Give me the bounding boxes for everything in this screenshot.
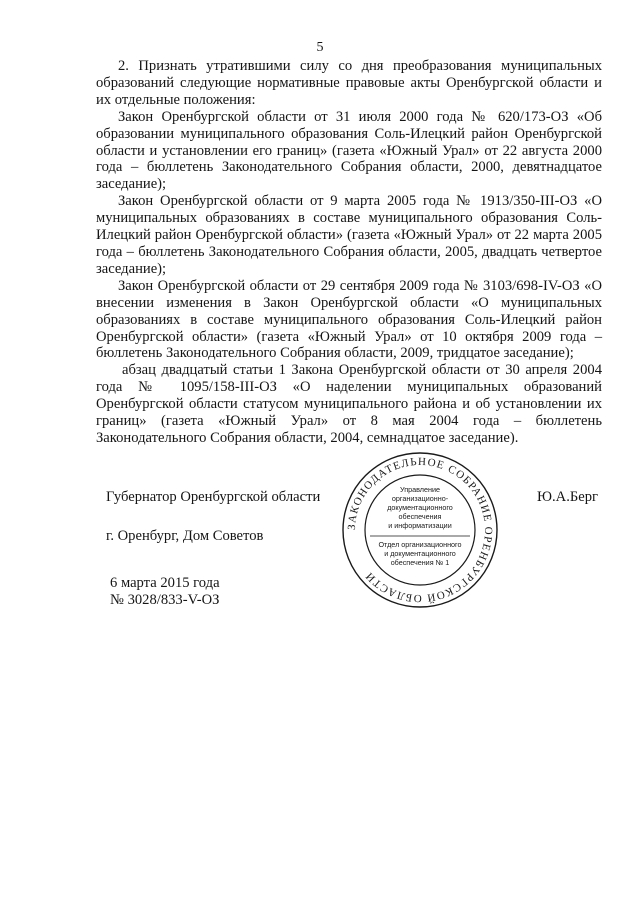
paragraph-item-2: 2. Признать утратившими силу со дня преобразования муниципальных образований следующие нормативные правовые акты Оренбургской области и их отдельные положения: <box>96 58 602 108</box>
law-number: № 3028/833-V-ОЗ <box>110 592 220 608</box>
paragraph-law-2005: Закон Оренбургской области от 9 марта 2005 года № 1913/350-III-ОЗ «О муниципальных образованиях в составе муниципального образования Соль-Илецкий район Оренбургской области» (газета «Южный Урал» от 22 марта 2005 года – бюллетень Законодательного Собрания области, 2005, двадцать четвертое заседание); <box>96 193 602 277</box>
seal-inner-line: организационно- <box>391 494 449 503</box>
seal-inner-line: Управление <box>400 485 440 494</box>
paragraph-law-2004: абзац двадцатый статьи 1 Закона Оренбургской области от 30 апреля 2004 года № 1095/158-III-ОЗ «О наделении муниципальных образований Оренбургской области статусом муниципального района и об установлении их границ» (газета «Южный Урал» от 8 мая 2004 года – бюллетень Законодательного Собрания области, 2004, семнадцатое заседание). <box>96 362 602 446</box>
signing-place: г. Оренбург, Дом Советов <box>106 528 264 544</box>
seal-inner-line: Отдел организационного <box>378 540 462 549</box>
signatory-title: Губернатор Оренбургской области <box>106 489 321 505</box>
seal-inner-line: и информатизации <box>388 521 452 530</box>
paragraph-law-2009: Закон Оренбургской области от 29 сентября 2009 года № 3103/698-IV-ОЗ «О внесении изменения в Закон Оренбургской области «О муниципальных образованиях в составе муниципального образования Соль-Илецкий район Оренбургской области» (газета «Южный Урал» от 10 октября 2009 года – бюллетень Законодательного Собрания области, 2009, тридцатое заседание); <box>96 277 602 362</box>
signing-date: 6 марта 2015 года <box>110 575 220 591</box>
seal-ring-text: ЗАКОНОДАТЕЛЬНОЕ СОБРАНИЕ ОРЕНБУРГСКОЙ ОБЛАСТИ <box>345 455 495 605</box>
svg-text:ЗАКОНОДАТЕЛЬНОЕ СОБРАНИЕ ОРЕНБ <box>346 456 494 604</box>
document-body <box>96 58 602 447</box>
seal-inner-line: документационного <box>387 503 453 512</box>
seal-inner-line: обеспечения № 1 <box>390 558 450 567</box>
seal-inner-line: обеспечения <box>398 512 442 521</box>
paragraph-law-2000: Закон Оренбургской области от 31 июля 2000 года № 620/173-ОЗ «Об образовании муниципального образования Соль-Илецкий район Оренбургской области и установлении его границ» (газета «Южный Урал» от 22 августа 2000 года – бюллетень Законодательного Собрания области, 2000, девятнадцатое заседание); <box>96 108 602 193</box>
official-seal-stamp <box>340 450 500 610</box>
page-number: 5 <box>316 40 324 55</box>
seal-inner-line: и документационного <box>384 549 456 558</box>
signatory-name: Ю.А.Берг <box>537 489 598 505</box>
